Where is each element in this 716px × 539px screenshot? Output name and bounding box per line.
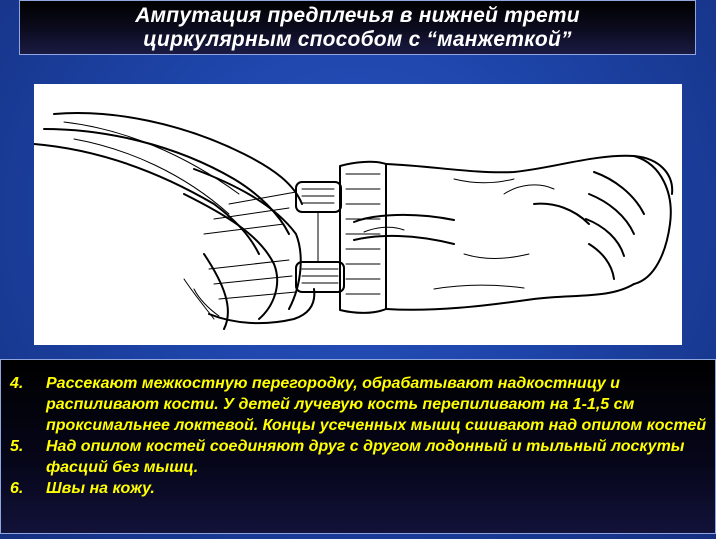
step-text: Над опилом костей соединяют друг с другом лодонный и тыльный лоскуты фасций без мышц.: [46, 438, 685, 476]
step-number: 4.: [10, 375, 24, 392]
illustration-figure: [34, 84, 682, 345]
step-number: 5.: [10, 438, 24, 455]
title-line-1: Ампутация предплечья в нижней трети: [135, 3, 580, 27]
title-line-2: циркулярным способом с “манжеткой”: [143, 27, 572, 51]
steps-panel: [0, 359, 716, 534]
step-text: Рассекают межкостную перегородку, обрабатывают надкостницу и распиливают кости. У детей лучевую кость перепиливают на 1-1,5 см проксимальнее локтевой. Концы усеченных мышц сшивают над опилом костей: [46, 375, 707, 434]
step-number: 6.: [10, 480, 24, 497]
step-item-6: [10, 478, 707, 499]
forearm-amputation-drawing: [34, 84, 682, 345]
step-item-5: [10, 436, 707, 478]
step-text: Швы на кожу.: [46, 480, 155, 497]
title-banner: [19, 0, 696, 55]
step-item-4: [10, 373, 707, 436]
